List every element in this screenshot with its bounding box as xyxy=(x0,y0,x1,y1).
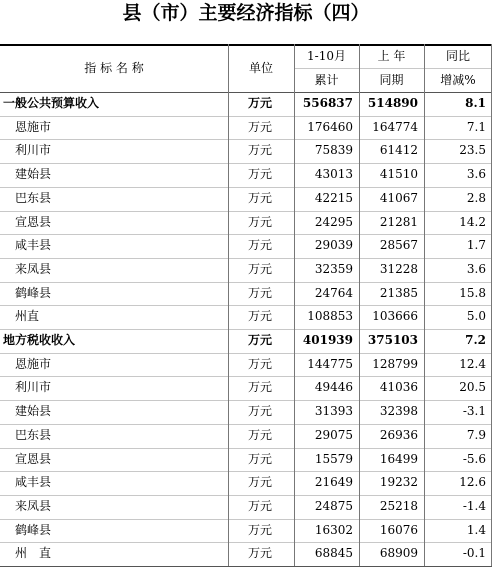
row-indicator-name: 鹤峰县 xyxy=(15,285,52,300)
row-indicator-name: 宣恩县 xyxy=(15,451,52,466)
table-grid-line xyxy=(0,471,492,472)
row-current-value: 24875 xyxy=(314,498,353,513)
row-change-percent: -0.1 xyxy=(462,546,486,561)
row-change-percent: 1.7 xyxy=(466,238,486,253)
row-last-year-value: 26936 xyxy=(379,427,418,442)
table-grid-line xyxy=(0,400,492,401)
row-indicator-name: 咸丰县 xyxy=(15,238,52,253)
row-unit: 万元 xyxy=(248,309,273,324)
row-unit: 万元 xyxy=(248,380,273,395)
row-last-year-value: 41510 xyxy=(379,167,418,182)
row-change-percent: 7.9 xyxy=(466,427,486,442)
row-last-year-value: 41036 xyxy=(379,380,418,395)
row-last-year-value: 41067 xyxy=(379,190,418,205)
row-unit: 万元 xyxy=(248,498,273,513)
table-grid-line xyxy=(0,495,492,496)
table-grid-line xyxy=(0,424,492,425)
row-indicator-name: 来凤县 xyxy=(15,498,52,513)
row-last-year-value: 375103 xyxy=(367,333,418,347)
row-current-value: 21649 xyxy=(314,475,353,490)
row-unit: 万元 xyxy=(248,119,273,134)
header-last-year-bottom: 同期 xyxy=(379,73,404,87)
row-last-year-value: 25218 xyxy=(379,498,418,513)
row-current-value: 75839 xyxy=(314,143,353,158)
row-indicator-name: 恩施市 xyxy=(15,356,52,371)
row-current-value: 42215 xyxy=(314,190,353,205)
row-unit: 万元 xyxy=(248,238,273,253)
table-grid-line xyxy=(294,44,295,566)
row-last-year-value: 514890 xyxy=(367,96,418,110)
table-grid-line xyxy=(0,282,492,283)
row-last-year-value: 28567 xyxy=(379,238,418,253)
row-last-year-value: 61412 xyxy=(379,143,418,158)
row-indicator-name: 巴东县 xyxy=(15,427,52,442)
row-indicator-name: 地方税收收入 xyxy=(3,333,76,347)
table-grid-line xyxy=(0,258,492,259)
table-grid-line xyxy=(0,542,492,543)
table-grid-line xyxy=(0,139,492,140)
row-change-percent: 8.1 xyxy=(465,96,486,110)
table-grid-line xyxy=(0,305,492,306)
row-indicator-name: 州直 xyxy=(15,309,40,324)
table-grid-line xyxy=(0,211,492,212)
row-last-year-value: 16499 xyxy=(379,451,418,466)
table-grid-line xyxy=(228,44,229,566)
row-unit: 万元 xyxy=(248,404,273,419)
row-current-value: 401939 xyxy=(302,333,353,347)
table-grid-line xyxy=(294,68,492,69)
row-last-year-value: 21281 xyxy=(379,214,418,229)
row-unit: 万元 xyxy=(248,356,273,371)
row-change-percent: 14.2 xyxy=(459,214,486,229)
row-current-value: 15579 xyxy=(314,451,353,466)
row-last-year-value: 68909 xyxy=(379,546,418,561)
table-grid-line xyxy=(0,163,492,164)
row-indicator-name: 恩施市 xyxy=(15,119,52,134)
table-grid-line xyxy=(0,519,492,520)
row-change-percent: 2.8 xyxy=(466,190,486,205)
row-unit: 万元 xyxy=(248,522,273,537)
row-indicator-name: 巴东县 xyxy=(15,190,52,205)
row-last-year-value: 103666 xyxy=(372,309,418,324)
table-grid-line xyxy=(0,376,492,377)
row-change-percent: 15.8 xyxy=(459,285,486,300)
row-current-value: 68845 xyxy=(314,546,353,561)
row-unit: 万元 xyxy=(248,451,273,466)
row-unit: 万元 xyxy=(248,96,273,110)
row-unit: 万元 xyxy=(248,167,273,182)
row-indicator-name: 建始县 xyxy=(15,167,52,182)
row-unit: 万元 xyxy=(248,475,273,490)
row-change-percent: 12.6 xyxy=(459,475,486,490)
row-current-value: 24764 xyxy=(314,285,353,300)
row-change-percent: 3.6 xyxy=(466,167,486,182)
economic-indicators-table xyxy=(0,44,492,566)
row-indicator-name: 州 直 xyxy=(15,546,52,561)
row-current-value: 556837 xyxy=(302,96,353,110)
row-change-percent: 12.4 xyxy=(459,356,486,371)
row-last-year-value: 32398 xyxy=(379,404,418,419)
header-current-top: 1-10月 xyxy=(307,49,346,63)
table-grid-line xyxy=(0,234,492,235)
header-current-bottom: 累计 xyxy=(314,73,339,87)
row-current-value: 32359 xyxy=(314,261,353,276)
row-current-value: 176460 xyxy=(307,119,353,134)
header-change-bottom: 增减% xyxy=(440,73,476,87)
table-grid-line xyxy=(0,187,492,188)
row-current-value: 49446 xyxy=(314,380,353,395)
row-unit: 万元 xyxy=(248,143,273,158)
row-unit: 万元 xyxy=(248,546,273,561)
row-unit: 万元 xyxy=(248,285,273,300)
row-indicator-name: 一般公共预算收入 xyxy=(3,96,100,110)
row-change-percent: 7.2 xyxy=(465,333,486,347)
header-change-top: 同比 xyxy=(445,49,470,63)
row-indicator-name: 宣恩县 xyxy=(15,214,52,229)
table-grid-line xyxy=(424,44,425,566)
row-unit: 万元 xyxy=(248,190,273,205)
row-change-percent: 5.0 xyxy=(466,309,486,324)
row-indicator-name: 建始县 xyxy=(15,404,52,419)
row-current-value: 108853 xyxy=(307,309,353,324)
table-grid-line xyxy=(0,44,492,46)
row-current-value: 144775 xyxy=(307,356,353,371)
row-unit: 万元 xyxy=(248,261,273,276)
row-change-percent: 1.4 xyxy=(466,522,486,537)
row-indicator-name: 来凤县 xyxy=(15,261,52,276)
row-current-value: 29039 xyxy=(314,238,353,253)
page-title: 县（市）主要经济指标（四） xyxy=(122,2,370,24)
row-indicator-name: 咸丰县 xyxy=(15,475,52,490)
row-last-year-value: 164774 xyxy=(372,119,418,134)
table-grid-line xyxy=(359,44,360,566)
row-indicator-name: 利川市 xyxy=(15,380,52,395)
row-last-year-value: 16076 xyxy=(379,522,418,537)
table-grid-line xyxy=(0,566,492,567)
row-change-percent: 23.5 xyxy=(459,143,486,158)
header-indicator-name: 指 标 名 称 xyxy=(84,61,144,75)
row-current-value: 31393 xyxy=(314,404,353,419)
row-last-year-value: 128799 xyxy=(372,356,418,371)
row-current-value: 24295 xyxy=(314,214,353,229)
row-last-year-value: 21385 xyxy=(379,285,418,300)
header-last-year-top: 上 年 xyxy=(377,49,406,63)
row-change-percent: -3.1 xyxy=(462,404,486,419)
table-grid-line xyxy=(0,116,492,117)
row-change-percent: 3.6 xyxy=(466,261,486,276)
row-last-year-value: 19232 xyxy=(379,475,418,490)
row-unit: 万元 xyxy=(248,333,273,347)
row-indicator-name: 利川市 xyxy=(15,143,52,158)
row-change-percent: 7.1 xyxy=(466,119,486,134)
row-current-value: 29075 xyxy=(314,427,353,442)
table-grid-line xyxy=(0,448,492,449)
header-unit: 单位 xyxy=(248,61,273,75)
row-last-year-value: 31228 xyxy=(379,261,418,276)
row-change-percent: -1.4 xyxy=(462,498,486,513)
row-change-percent: 20.5 xyxy=(459,380,486,395)
row-indicator-name: 鹤峰县 xyxy=(15,522,52,537)
table-grid-line xyxy=(0,353,492,354)
row-current-value: 43013 xyxy=(314,167,353,182)
row-change-percent: -5.6 xyxy=(462,451,486,466)
row-unit: 万元 xyxy=(248,214,273,229)
row-unit: 万元 xyxy=(248,427,273,442)
row-current-value: 16302 xyxy=(314,522,353,537)
